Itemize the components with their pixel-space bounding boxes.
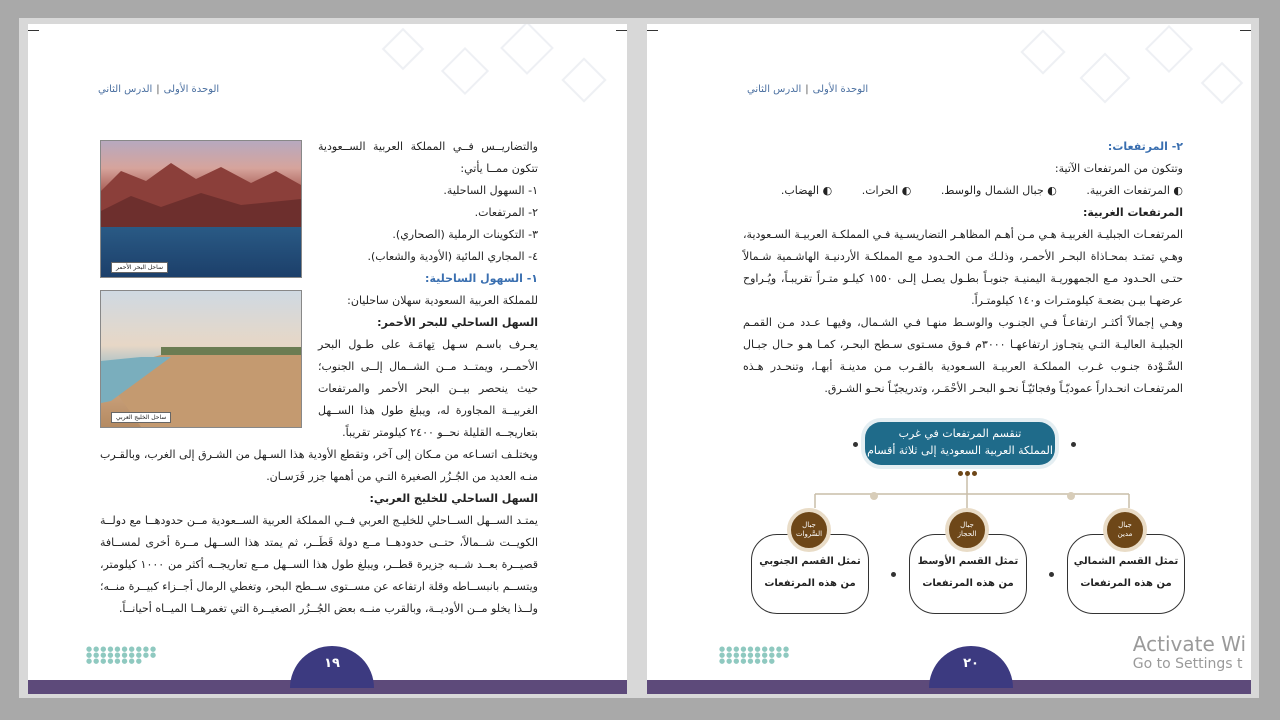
watermark-line: Go to Settings t bbox=[1132, 656, 1243, 672]
header-unit: الوحدة الأولى bbox=[163, 84, 220, 95]
body-block bbox=[100, 444, 538, 620]
decor-pattern bbox=[561, 57, 606, 102]
type-item: ◐ المرتفعات الغربية. bbox=[1086, 184, 1183, 197]
connector-dot bbox=[1067, 492, 1075, 500]
badge-madyan: جبال مدين bbox=[1103, 508, 1147, 552]
page-right bbox=[647, 24, 1251, 694]
paragraph: وتتكون من المرتفعات الآتية: bbox=[1054, 162, 1183, 175]
subheading: السهل الساحلي للبحر الأحمر: bbox=[377, 316, 538, 329]
card-line: من هذه المرتفعات bbox=[922, 578, 1014, 589]
photo-red-sea-coast bbox=[100, 140, 302, 278]
list-item: ٤- المجاري المائية (الأودية والشعاب). bbox=[367, 250, 538, 263]
header-unit: الوحدة الأولى bbox=[812, 84, 869, 95]
crop-mark bbox=[1240, 30, 1251, 45]
page-left bbox=[28, 24, 627, 694]
connector-dot bbox=[870, 492, 878, 500]
intro-text: والتضاريــس فــي المملكة العربية الســعودية تتكون ممــا يأتي: bbox=[318, 140, 538, 175]
badge-hijaz: جبال الحجاز bbox=[945, 508, 989, 552]
header-lesson: الدرس الثاني bbox=[98, 84, 153, 95]
photo-caption: ساحل الخليج العربي bbox=[111, 412, 171, 423]
intro-block bbox=[318, 136, 538, 444]
paragraph: المرتفعـات الجبليـة الغربيـة هـي مـن أهـم المظاهـر التضاريسـية فـي المملكـة العربيـة السـعودية، وهـي تمتـد بمحـاذاة البحـر الأحمـر، وذلـك مـن الحـدود مـع المملكـة الأردنيـة الهاشـمية شـمالاً حتـى الحـدود مـع الجمهوريـة اليمنيـة جنوبـاً بطـول يصـل إلـى ١٥٥٠ كيلـو متـراً تقريبـاً، ويُـراوح عرضهـا بيـن بضعـة كيلومتـرات و١٤٠ كيلومتـراً. bbox=[743, 228, 1184, 307]
paragraph: يعـرف باسـم سـهل تِهامَـة على طـول البحر الأحمــر، ويمتــد مــن الشــمال إلــى الجنوب؛ حيث ينحصر بيــن البحر الأحمر والمرتفعات الغربيــة المجاورة له، ويبلغ طول هذا الســهل بتعاريجــه القليلة نحــو ٢٤٠٠ كيلومتر تقريباً. bbox=[318, 338, 538, 439]
paragraph: يمتـد الســهل الســاحلي للخليـج العربي فــي المملكة العربية الســعودية مــن حدودهــا مع دولــة الكويــت شــمالاً، حتــى حدودهــا مــع دولة قَطَــر، ثم يمتد هذا الســهل مــرة أخرى لمســافة قصيــرة بعــد شــبه جزيرة قطــر، ويبلغ طول هذا الســهل مــع تعاريجــه أكثر من ١٠٠٠ كيلومتر، ويتســم بانبســاطه وقلة ارتفاعه عن مســتوى ســطح البحر، وتغطي الرمال أجــزاء كبيــرة منــه؛ ولــذا يخلو مــن الأوديــة، وبالقرب منــه بعض الجُــزُر الصغيــرة التي تغمرهــا الميــاه أحيانــاً. bbox=[100, 514, 538, 615]
paragraph: للمملكة العربية السعودية سهلان ساحليان: bbox=[347, 294, 538, 307]
badge-sarawat: جبال السَّروات bbox=[787, 508, 831, 552]
type-item: ◐ الحرات. bbox=[861, 184, 912, 197]
photo-caption: ساحل البحر الأحمر bbox=[111, 262, 168, 273]
type-item: ◐ جبال الشمال والوسط. bbox=[940, 184, 1057, 197]
decor-pattern bbox=[500, 24, 554, 75]
header-lesson: الدرس الثاني bbox=[747, 84, 802, 95]
ministry-logo: ●●●●●●●●●● ●●●●●●●●●● ●●●●●●●● bbox=[86, 645, 158, 665]
watermark-line: Activate Wi bbox=[1132, 632, 1246, 656]
card-line: من هذه المرتفعات bbox=[1080, 578, 1172, 589]
card-line: تمثل القسم الجنوبي bbox=[759, 556, 861, 567]
card-line: تمثل القسم الشمالي bbox=[1073, 556, 1179, 567]
book-spread bbox=[19, 18, 1259, 698]
decor-pattern bbox=[382, 28, 424, 70]
connector-dot bbox=[965, 471, 970, 476]
decor-pattern bbox=[441, 47, 489, 95]
section-heading: ١- السهول الساحلية: bbox=[425, 272, 538, 285]
connector-dot bbox=[972, 471, 977, 476]
diagram-center-line: تنقسم المرتفعات في غرب bbox=[898, 427, 1022, 440]
mountains-shape bbox=[101, 141, 301, 277]
activation-watermark bbox=[1133, 632, 1246, 672]
bullet-dot bbox=[1049, 572, 1054, 577]
crop-mark bbox=[616, 30, 627, 45]
diagram-center-line: المملكة العربية السعودية إلى ثلاثة أقسام bbox=[867, 444, 1053, 457]
paragraph: وهـي إجمالاً أكثـر ارتفاعـاً فـي الجنـوب والوسـط منهـا فـي الشـمال، وفيهـا عـدد مـن القمـم الجبليـة العاليـة التـي يتجـاوز ارتفاعهـا ٣٠٠٠م فـوق مسـتوى سـطح البحـر، كمـا هـو حـال جبـال السَّـوْدة جنـوب غـرب المملكـة العربيـة السـعودية بالقـرب مـن مدينـة أبهـا، وتنحـدر هـذه المرتفعـات انحـداراً عموديّـاً وفجائيّـاً نحـو البحـر الأحْمَـر، وتدريجيّـاً نحـو الشـرق. bbox=[743, 316, 1183, 395]
card-line: تمثل القسم الأوسط bbox=[917, 556, 1019, 567]
paragraph: ويختلـف اتسـاعه من مـكان إلى آخر، وتقطع الأودية هذا السـهل من الشـرق إلى الغرب، وبالقـرب منـه العديد من الجُـزُر الصغيرة التـي من أهمها جزر فَرَسـان. bbox=[100, 448, 538, 483]
page-number: ١٩ bbox=[290, 646, 374, 688]
subheading: المرتفعات الغربية: bbox=[1082, 206, 1183, 219]
photo-gulf-coast bbox=[100, 290, 302, 428]
page-number: ٢٠ bbox=[929, 646, 1013, 688]
list-item: ٣- التكوينات الرملية (الصحاري). bbox=[392, 228, 538, 241]
page-header: الوحدة الأولى|الدرس الثاني bbox=[98, 84, 220, 95]
list-item: ١- السهول الساحلية. bbox=[443, 184, 538, 197]
connector-dot bbox=[958, 471, 963, 476]
beach-shape bbox=[101, 291, 301, 427]
card-line: من هذه المرتفعات bbox=[764, 578, 856, 589]
list-item: ٢- المرتفعات. bbox=[474, 206, 538, 219]
subheading: السهل الساحلي للخليج العربي: bbox=[369, 492, 538, 505]
ministry-logo: ●●●●●●●●●● ●●●●●●●●●● ●●●●●●●● bbox=[719, 645, 791, 665]
crop-mark bbox=[28, 30, 39, 45]
crop-mark bbox=[647, 30, 658, 45]
bullet-dot bbox=[891, 572, 896, 577]
page-header: الوحدة الأولى|الدرس الثاني bbox=[747, 84, 869, 95]
section-heading: ٢- المرتفعات: bbox=[1107, 140, 1183, 153]
type-item: ◐ الهضاب. bbox=[780, 184, 833, 197]
